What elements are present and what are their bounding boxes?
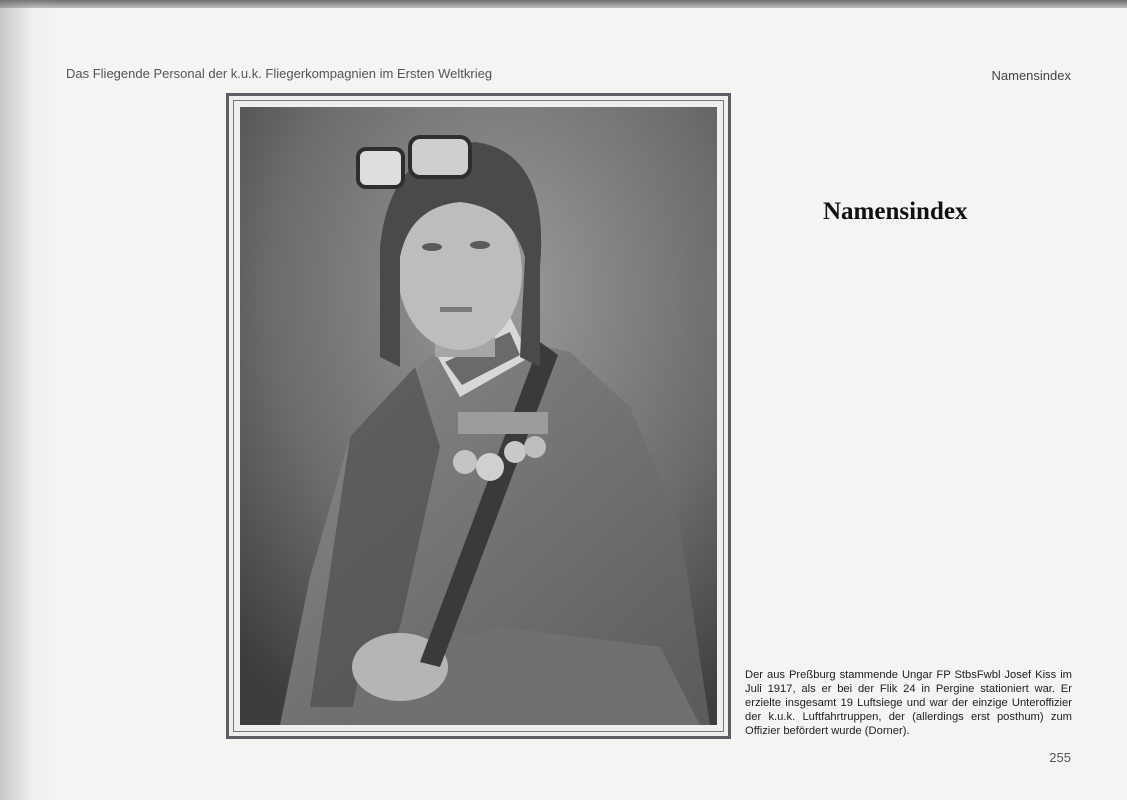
running-head-book-title: Das Fliegende Personal der k.u.k. Fliegerkompagnien im Ersten Weltkrieg (66, 66, 493, 81)
photo-caption: Der aus Preßburg stammende Ungar FP StbsFwbl Josef Kiss im Juli 1917, als er bei der Flik 24 in Pergine stationiert war. Er erzielte insgesamt 19 Luftsiege und war der einzige Unteroffizier der k.u.k. Luftfahrtruppen, der (allerdings erst posthum) zum Offizier befördert wurde (Dorner). (745, 669, 1072, 737)
photo-frame (226, 93, 731, 739)
running-head-section: Namensindex (991, 68, 1071, 83)
portrait-photo (240, 107, 717, 725)
scan-top-edge (0, 0, 1127, 8)
book-spine-shadow (0, 0, 60, 800)
section-heading: Namensindex (823, 198, 968, 225)
aviator-portrait-illustration (240, 107, 717, 725)
page-number: 255 (1049, 750, 1071, 765)
